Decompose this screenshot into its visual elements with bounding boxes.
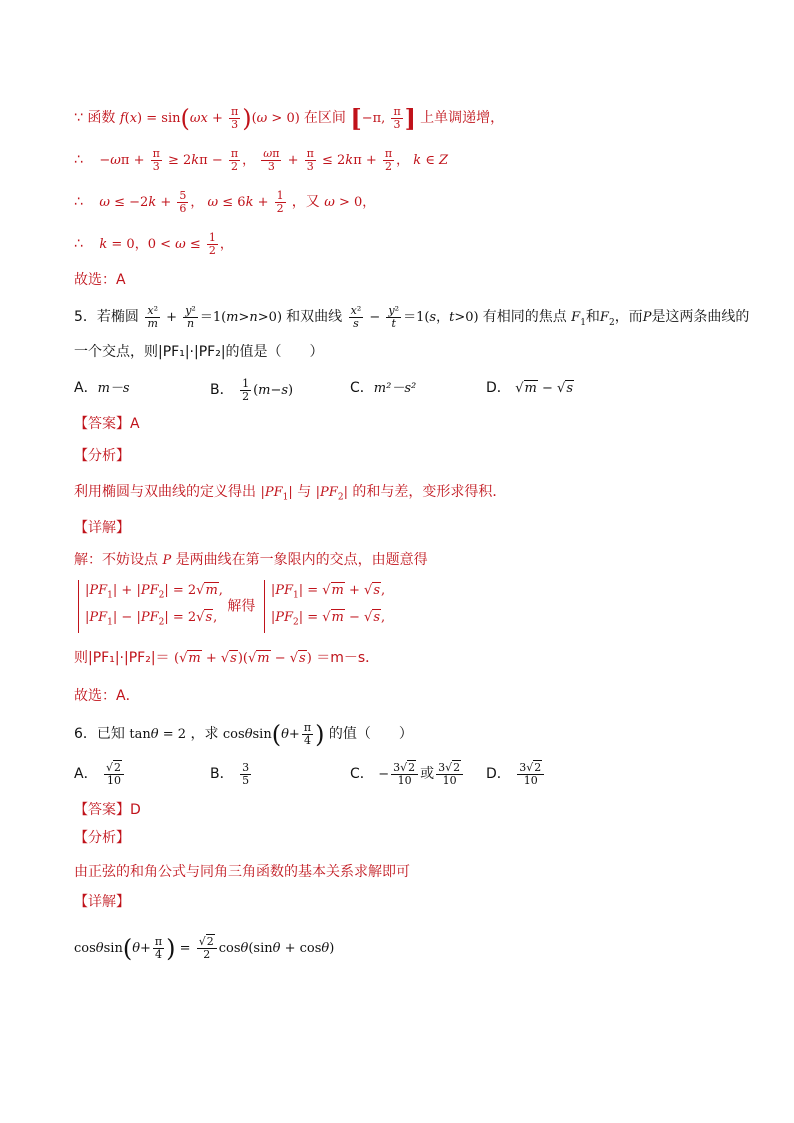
option-d[interactable]: D． √m − √s <box>486 380 573 396</box>
detail-product: 则|PF₁|·|PF₂|＝ (√m + √s)(√m − √s) ＝m－s． <box>74 650 380 666</box>
detail-tag: 【详解】 <box>74 894 130 910</box>
analysis-tag: 【分析】 <box>74 830 130 846</box>
detail-system: $|PF_1| + |PF_2| = 2√m$, $|PF_1| - |PF_2| = 2√s$, 解得 $|PF_1| = √m + √s$, $|PF_2| = √m - √s$, <box>74 580 385 630</box>
answer-tag: 【答案】A <box>74 416 140 432</box>
option-b[interactable]: B． $\frac{3}{5}$ <box>210 761 250 787</box>
ellipse-equation: $\frac{\text{x²}}{m}$ + $\frac{\text{y²}}{n}$ ＝1(m>n>0) <box>147 304 287 330</box>
therefore-symbol: ∴ <box>74 236 83 252</box>
stem-text: 是这两条曲线的 <box>651 309 750 325</box>
option-b[interactable]: B． $\frac{1}{2}$ (m−s) <box>210 377 294 403</box>
analysis-text: 由正弦的和角公式与同角三角函数的基本关系求解即可 <box>74 864 410 880</box>
question-6-options <box>74 762 734 792</box>
option-d[interactable]: D． $\frac{3√2}{10}$ <box>486 762 546 787</box>
option-a[interactable]: A． $\frac{√2}{10}$ <box>74 762 126 787</box>
line-text: ∵ 函数 <box>74 110 116 126</box>
formula: −ωπ + $\frac{\pi}{3}$ ≥ 2kπ − $\frac{\pi}{2}$ ， $\frac{\omega\pi}{3}$ + $\frac{\pi}{3}$ ≤ 2kπ + $\frac{\pi}{2}$ ， k ∈ Z <box>99 147 449 173</box>
option-c[interactable]: C．m²－s² <box>350 380 417 396</box>
solution-line-4 <box>74 232 233 257</box>
result-line: 故选：A． <box>74 688 140 704</box>
question-5-stem-line-2: 一个交点，则|PF₁|·|PF₂|的值是（ ） <box>74 344 324 360</box>
stem-text: 有相同的焦点 <box>482 309 567 325</box>
stem-text: 和 <box>585 309 600 325</box>
answer-tag: 【答案】D <box>74 802 141 818</box>
therefore-symbol: ∴ <box>74 194 83 210</box>
therefore-symbol: ∴ <box>74 152 83 168</box>
equation-system: $|PF_1| + |PF_2| = 2√m$, $|PF_1| - |PF_2| = 2√s$, <box>78 580 223 633</box>
analysis-text: 利用椭圆与双曲线的定义得出 $|PF_1|$ 与 $|PF_2|$ 的和与差，变形求得积． <box>74 484 507 503</box>
option-a[interactable]: A．m－s <box>74 380 130 396</box>
result-line: 故选：A <box>74 272 126 288</box>
detail-line-1: 解：不妨设点 P 是两曲线在第一象限内的交点，由题意得 <box>74 552 428 568</box>
option-c[interactable]: C． − $\frac{3√2}{10}$ 或 $\frac{3√2}{10}$ <box>350 762 465 787</box>
hyperbola-equation: $\frac{\text{x²}}{s}$ − $\frac{\text{y²}}{t}$ ＝1(s，t>0) <box>350 304 483 330</box>
detail-tag: 【详解】 <box>74 520 130 536</box>
solution-line-2 <box>74 148 448 173</box>
formula: k = 0，0 < ω ≤ $\frac{1}{2}$ ， <box>99 231 233 257</box>
detail-formula: cosθsin(θ+ $\frac{\pi}{4}$ ) = $\frac{√2}{2}$ cosθ(sinθ + cosθ) <box>74 934 335 963</box>
analysis-tag: 【分析】 <box>74 448 130 464</box>
solution-line-1 <box>74 103 505 133</box>
solution-line-3 <box>74 190 375 215</box>
line-text: 在区间 <box>303 110 346 126</box>
stem-text: ，而 <box>614 309 643 325</box>
question-5-stem: 5．若椭圆 $\frac{\text{x²}}{m}$ + $\frac{\text{y²}}{n}$ ＝1(m>n>0) 和双曲线 $\frac{\text{x²}}{s}$ − $\frac{\text{y²}}{t}$ ＝1(s，t>0) 有相同的焦点 $F_1$和$F_2$，而P是这两条曲线的 <box>74 304 750 330</box>
stem-text: 和双曲线 <box>286 309 343 325</box>
formula: ω ≤ −2k + $\frac{5}{6}$ ， ω ≤ 6k + $\frac{1}{2}$ <box>99 189 284 215</box>
formula: ω > 0， <box>324 195 376 210</box>
formula: f(x) = sin(ωx + $\frac{\pi}{3}$ )(ω > 0) <box>119 104 304 133</box>
question-6-stem: 6．已知 tanθ = 2 ，求 cosθsin(θ+ $\frac{\pi}{4}$ ) 的值（ ） <box>74 720 413 749</box>
stem-text: 5．若椭圆 <box>74 309 139 325</box>
line-text: 上单调递增， <box>420 110 505 126</box>
solution-system: $|PF_1| = √m + √s$, $|PF_2| = √m - √s$, <box>264 580 385 633</box>
line-text: ，又 <box>291 194 320 210</box>
interval: [−π, $\frac{\pi}{3}$ ] <box>350 103 417 133</box>
